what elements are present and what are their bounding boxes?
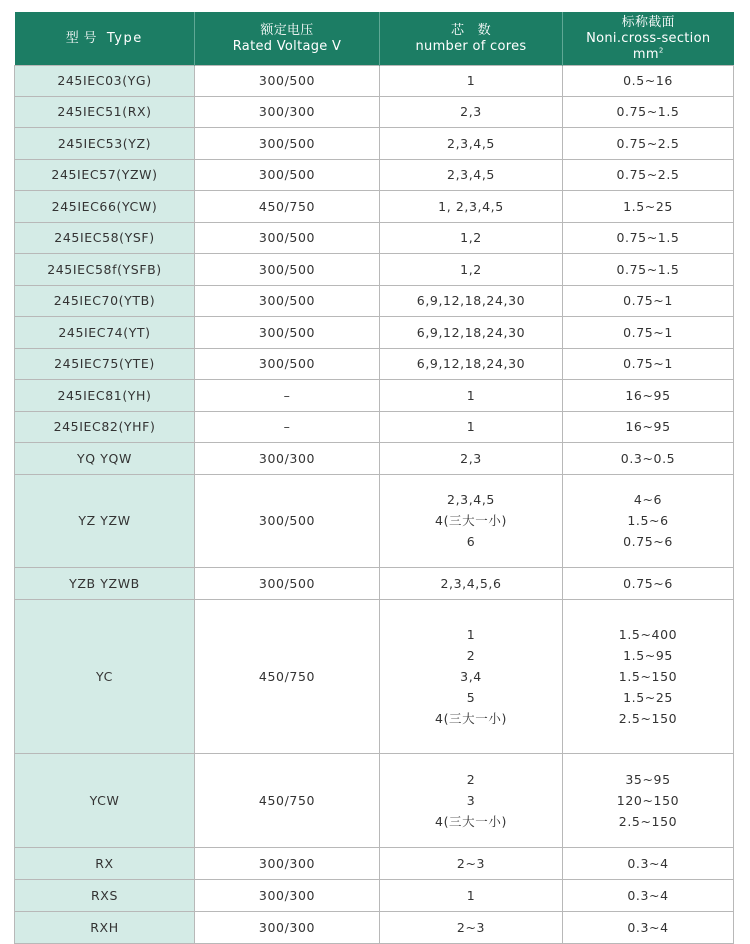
header-section-unit — [565, 47, 732, 63]
cores-line: 2,3,4,5 — [447, 135, 495, 151]
cores-line: 1 — [466, 627, 476, 642]
cell-section — [563, 222, 734, 254]
cell-type: 245IEC81(YH) — [15, 380, 195, 412]
cell-section — [563, 285, 734, 317]
cell-cores — [380, 96, 563, 128]
cell-section — [563, 848, 734, 880]
cell-cores — [380, 912, 563, 944]
header-section-en: Noni.cross-section — [586, 30, 711, 46]
cell-section — [563, 443, 734, 475]
cell-voltage: 300/300 — [195, 96, 380, 128]
cell-voltage: 300/300 — [195, 912, 380, 944]
section-line: 1.5~150 — [618, 669, 678, 684]
cell-cores — [380, 754, 563, 848]
table-row — [15, 191, 734, 223]
cell-section — [563, 317, 734, 349]
cell-type: 245IEC53(YZ) — [15, 128, 195, 160]
section-line: 0.5~16 — [623, 73, 673, 89]
cell-cores — [380, 880, 563, 912]
section-line: 0.75~2.5 — [616, 167, 680, 183]
cores-line: 2,3,4,5 — [447, 492, 495, 508]
cores-line: 6 — [466, 534, 476, 550]
table-header-row — [15, 12, 734, 66]
table-row — [15, 348, 734, 380]
cell-cores — [380, 474, 563, 568]
table-row — [15, 254, 734, 286]
cell-cores — [380, 568, 563, 600]
cell-section — [563, 380, 734, 412]
table-row — [15, 96, 734, 128]
cell-voltage: – — [195, 380, 380, 412]
section-line: 120~150 — [616, 793, 680, 808]
table-row — [15, 600, 734, 754]
cores-line: 4(三大一小) — [435, 711, 507, 726]
section-line: 0.75~6 — [623, 576, 673, 591]
section-line: 0.3~4 — [627, 888, 669, 903]
section-line: 0.75~1.5 — [616, 230, 680, 246]
header-section — [563, 12, 734, 66]
section-line: 0.75~2.5 — [616, 135, 680, 151]
cell-cores — [380, 128, 563, 160]
cell-type: 245IEC03(YG) — [15, 66, 195, 97]
cell-type: 245IEC75(YTE) — [15, 348, 195, 380]
header-voltage-zh: 额定电压 — [260, 22, 314, 38]
cell-voltage: 300/500 — [195, 348, 380, 380]
table-row — [15, 222, 734, 254]
cores-line: 1, 2,3,4,5 — [438, 198, 504, 214]
cell-section — [563, 880, 734, 912]
cell-type: 245IEC66(YCW) — [15, 191, 195, 223]
section-line: 0.75~1 — [623, 293, 673, 309]
cores-line: 5 — [466, 690, 476, 705]
cell-type: 245IEC51(RX) — [15, 96, 195, 128]
table-row — [15, 848, 734, 880]
cores-line: 2 — [466, 648, 476, 663]
cell-cores — [380, 848, 563, 880]
table-row — [15, 317, 734, 349]
cell-type: RXS — [15, 880, 195, 912]
section-line: 16~95 — [625, 387, 671, 403]
cell-section — [563, 474, 734, 568]
cell-cores — [380, 380, 563, 412]
cell-type: RX — [15, 848, 195, 880]
section-line: 0.75~6 — [623, 534, 673, 550]
cell-section — [563, 912, 734, 944]
cell-cores — [380, 443, 563, 475]
cell-section — [563, 348, 734, 380]
cores-line: 1,2 — [460, 230, 482, 246]
cores-line: 2,3 — [460, 450, 482, 466]
cell-section — [563, 159, 734, 191]
section-line: 0.3~4 — [627, 856, 669, 871]
cores-line: 1 — [466, 888, 476, 903]
table-row — [15, 285, 734, 317]
section-line: 0.75~1 — [623, 356, 673, 372]
cell-section — [563, 128, 734, 160]
section-line: 0.75~1 — [623, 324, 673, 340]
table-row — [15, 754, 734, 848]
cores-line: 4(三大一小) — [435, 513, 507, 529]
cell-voltage: 300/500 — [195, 568, 380, 600]
cell-type: YZB YZWB — [15, 568, 195, 600]
table-row — [15, 66, 734, 97]
header-cores-zh: 芯 数 — [451, 22, 491, 38]
cores-line: 1,2 — [460, 261, 482, 277]
header-section-zh: 标称截面 — [621, 14, 675, 30]
cores-line: 2,3 — [460, 104, 482, 120]
table-row — [15, 443, 734, 475]
header-voltage-en: Rated Voltage V — [232, 38, 342, 54]
cell-cores — [380, 191, 563, 223]
table-row — [15, 568, 734, 600]
header-type — [15, 12, 195, 66]
table-row — [15, 474, 734, 568]
section-line: 0.3~4 — [627, 920, 669, 935]
cores-line: 3 — [466, 793, 476, 808]
table-body — [15, 66, 734, 944]
cell-cores — [380, 600, 563, 754]
cell-voltage: 300/300 — [195, 848, 380, 880]
cable-spec-table-container — [14, 12, 733, 944]
cores-line: 1 — [466, 387, 476, 403]
cores-line: 1 — [466, 419, 476, 435]
cell-voltage: 300/500 — [195, 317, 380, 349]
cell-type: RXH — [15, 912, 195, 944]
cell-section — [563, 191, 734, 223]
section-line: 1.5~25 — [623, 690, 673, 705]
header-voltage — [195, 12, 380, 66]
table-row — [15, 411, 734, 443]
cell-type: YZ YZW — [15, 474, 195, 568]
table-row — [15, 912, 734, 944]
cores-line: 2~3 — [456, 920, 486, 935]
cell-voltage: 300/500 — [195, 66, 380, 97]
cell-type: 245IEC70(YTB) — [15, 285, 195, 317]
cell-cores — [380, 254, 563, 286]
cell-section — [563, 411, 734, 443]
cores-line: 2~3 — [456, 856, 486, 871]
cores-line: 6,9,12,18,24,30 — [416, 324, 526, 340]
header-section-unit-text: mm — [632, 46, 659, 62]
table-row — [15, 128, 734, 160]
cores-line: 2,3,4,5 — [447, 167, 495, 183]
table-row — [15, 380, 734, 412]
cores-line: 6,9,12,18,24,30 — [416, 293, 526, 309]
cell-cores — [380, 222, 563, 254]
cell-section — [563, 254, 734, 286]
cell-voltage: 300/500 — [195, 285, 380, 317]
cell-voltage: 300/500 — [195, 159, 380, 191]
cell-voltage: – — [195, 411, 380, 443]
cell-section — [563, 568, 734, 600]
cell-type: 245IEC57(YZW) — [15, 159, 195, 191]
cell-voltage: 300/500 — [195, 222, 380, 254]
header-type-zh: 型 号 — [65, 30, 97, 46]
cell-section — [563, 66, 734, 97]
header-cores — [380, 12, 563, 66]
section-line: 0.75~1.5 — [616, 104, 680, 120]
cell-section — [563, 600, 734, 754]
section-line: 35~95 — [625, 772, 671, 787]
cores-line: 6,9,12,18,24,30 — [416, 356, 526, 372]
table-row — [15, 159, 734, 191]
cell-type: 245IEC58f(YSFB) — [15, 254, 195, 286]
cores-line: 3,4 — [460, 669, 482, 684]
section-line: 2.5~150 — [618, 814, 678, 829]
cell-type: YC — [15, 600, 195, 754]
cores-line: 1 — [466, 73, 476, 89]
header-cores-en: number of cores — [415, 38, 527, 54]
cell-voltage: 300/500 — [195, 474, 380, 568]
header-section-unit-sup: 2 — [658, 46, 664, 55]
section-line: 16~95 — [625, 419, 671, 435]
cell-type: 245IEC82(YHF) — [15, 411, 195, 443]
section-line: 0.3~0.5 — [620, 450, 676, 466]
cell-cores — [380, 411, 563, 443]
cell-type: 245IEC58(YSF) — [15, 222, 195, 254]
cell-voltage: 300/500 — [195, 254, 380, 286]
cell-section — [563, 754, 734, 848]
cores-line: 2 — [466, 772, 476, 787]
section-line: 1.5~6 — [627, 513, 669, 529]
section-line: 4~6 — [633, 492, 663, 508]
cores-line: 4(三大一小) — [435, 814, 507, 829]
cores-line: 2,3,4,5,6 — [440, 576, 502, 591]
section-line: 1.5~95 — [623, 648, 673, 663]
table-row — [15, 880, 734, 912]
cell-cores — [380, 317, 563, 349]
cell-type: YCW — [15, 754, 195, 848]
cell-cores — [380, 348, 563, 380]
cable-spec-table — [14, 12, 734, 944]
cell-voltage: 300/500 — [195, 128, 380, 160]
cell-cores — [380, 159, 563, 191]
section-line: 1.5~400 — [618, 627, 678, 642]
cell-voltage: 300/300 — [195, 880, 380, 912]
cell-cores — [380, 285, 563, 317]
cell-voltage: 450/750 — [195, 191, 380, 223]
cell-type: 245IEC74(YT) — [15, 317, 195, 349]
cell-type: YQ YQW — [15, 443, 195, 475]
cell-voltage: 450/750 — [195, 600, 380, 754]
cell-section — [563, 96, 734, 128]
header-type-en: Type — [106, 30, 143, 46]
section-line: 0.75~1.5 — [616, 261, 680, 277]
cell-voltage: 450/750 — [195, 754, 380, 848]
cell-cores — [380, 66, 563, 97]
section-line: 1.5~25 — [623, 198, 673, 214]
cell-voltage: 300/300 — [195, 443, 380, 475]
section-line: 2.5~150 — [618, 711, 678, 726]
